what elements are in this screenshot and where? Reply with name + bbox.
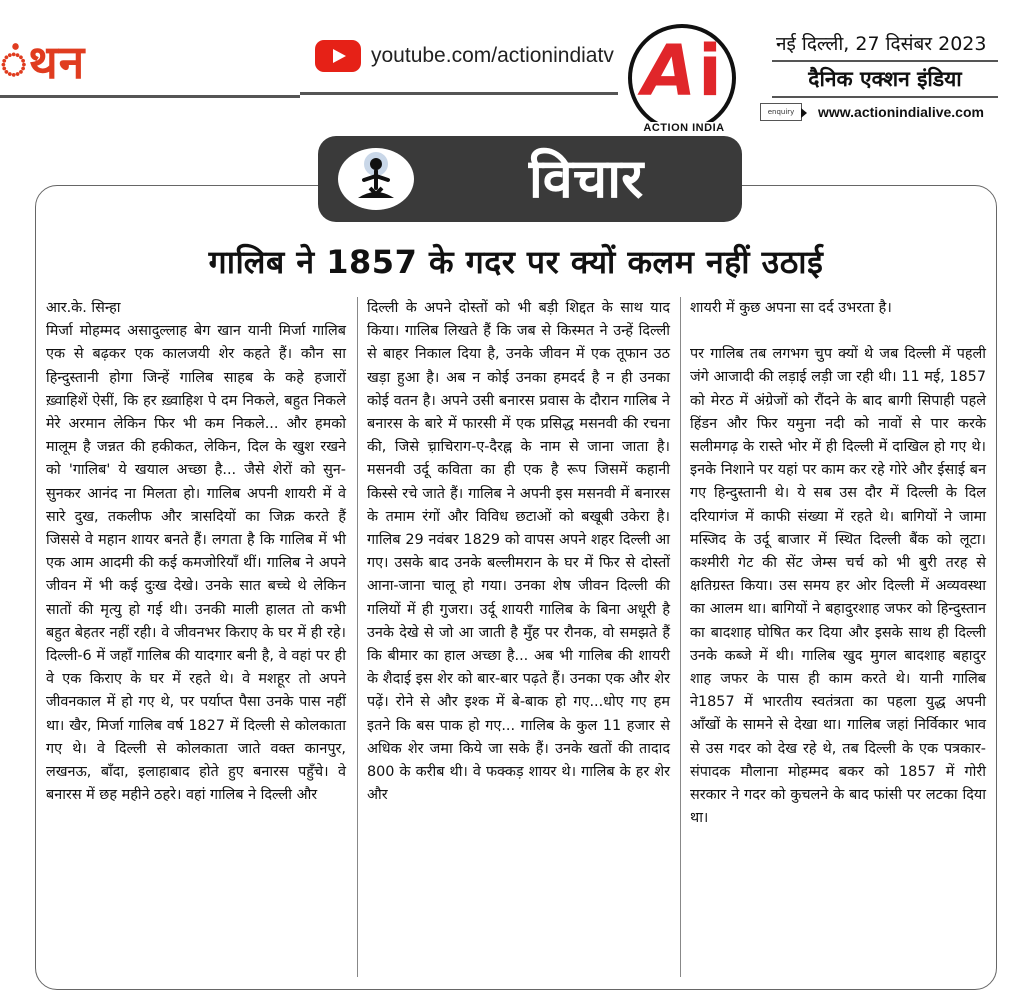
- byline: आर.के. सिन्हा: [46, 300, 121, 316]
- article-column-3: [690, 297, 986, 830]
- article-column-2: [367, 297, 670, 807]
- masthead-title: ंथन: [0, 35, 86, 89]
- paragraph: शायरी में कुछ अपना सा दर्द उभरता है।: [690, 300, 892, 316]
- dateline: नई दिल्ली, 27 दिसंबर 2023: [776, 33, 987, 55]
- logo-caption: ACTION INDIA: [630, 122, 738, 134]
- column-divider: [680, 297, 681, 977]
- masthead-rule: [0, 95, 300, 98]
- article-headline: गालिब ने 1857 के गदर पर क्यों कलम नहीं उठाई: [208, 243, 824, 281]
- paragraph: पर गालिब तब लगभग चुप क्यों थे जब दिल्ली में पहली जंगे आजादी की लड़ाई लड़ी जा रही थी। 11 मई, 1857 को मेरठ में अंग्रेजों को रौंदने के बाद बागी सिपाही पहले हिंडन और फिर यमुना नदी को नावों से पार करके सलीमगढ़ के रास्ते भोर में ही दिल्ली में दाखिल हो गए थे। इनके निशाने पर यहां पर काम कर रहे गोरे और ईसाई बन गए हिन्दुस्तानी थे। ये सब उस दौर में दिल्ली के दिल दरियागंज में काफी संख्या में रहते थे। बागियों ने जामा मस्जिद के उर्दू बाजार में स्थित दिल्ली बैंक को लूटा। कश्मीरी गेट की सेंट जेम्स चर्च को भी बुरी तरह से क्षतिग्रस्त किया। उस समय हर ओर दिल्ली में अव्यवस्था का आलम था। बागियों ने बहादुरशाह जफर को हिन्दुस्तान का बादशाह घोषित कर दिया और इसके साथ ही दिल्ली उनके कब्जे में थी। गालिब खुद मुगल बादशाह बहादुर शाह जफर के पास ही काम करते थे। यानी गालिब ने1857 में भारतीय स्वतंत्रता का पहला युद्ध अपनी आँखों के सामने से देखा था। गालिब जहां निर्विकार भाव से उस गदर को देख रहे थे, तब दिल्ली के एक पत्रकार- संपादक मौलाना मोहम्मद बकर को 1857 में गोरी सरकार ने गदर को कुचलने के बाद फांसी पर लटका दिया था।: [690, 346, 986, 827]
- action-india-logo: A i ACTION INDIA: [626, 24, 742, 132]
- youtube-url: youtube.com/actionindiatv: [371, 44, 614, 67]
- section-label: विचार: [528, 147, 644, 210]
- meditation-icon: [338, 148, 414, 210]
- paragraph: मिर्जा मोहम्मद असादुल्लाह बेग खान यानी मिर्जा गालिब एक से बढ़कर एक कालजयी शेर कहते हैं। कौन सा हिन्दुस्तानी होगा जिन्हें गालिब साहब के कहे हजारों ख़्वाहिशें ऐसीं, कि हर ख़्वाहिश पे दम निकले, बहुत निकले मेरे अरमान लेकिन फिर भी कम निकले... और हमको मालूम है जन्नत की हकीकत, लेकिन, दिल के खुश रखने को 'गालिब' ये खयाल अच्छा है... जैसे शेरों को सुन-सुनकर आनंद ना मिलता हो। गालिब अपनी शायरी में वे सारे दुख, तकलीफ और त्रासदियों का जिक्र करते हैं जिससे वे महान शायर बनते हैं। लगता है कि गालिब में भी एक आम आदमी की कई कमजोरियाँ थीं। गालिब ने अपने जीवन में भी कई दुःख देखे। उनके सात बच्चे थे लेकिन सातों की मृत्यु हो गई थी। उनकी माली हालत तो कभी बहुत बेहतर नहीं रही। वे जीवनभर किराए के घर में ही रहे। दिल्ली-6 में जहाँ गालिब की यादगार बनी है, वे वहां पर ही वे एक किराए के घर में रहते थे। वे मशहूर तो अपने जीवनकाल में हो गए थे, पर पर्याप्त पैसा उनके पास नहीं था। खैर, मिर्जा गालिब वर्ष 1827 में दिल्ली से कोलकाता गए थे। वे दिल्ली से कोलकाता जाते वक्त कानपुर, लखनऊ, बाँदा, इलाहाबाद होते हुए बनारस पहुँचे। वे बनारस में छह महीने ठहरे। वहां गालिब ने दिल्ली और: [46, 323, 346, 804]
- web-cursor-icon: enquiry: [760, 103, 802, 121]
- article-column-1: [46, 297, 346, 807]
- paragraph: दिल्ली के अपने दोस्तों को भी बड़ी शिद्दत के साथ याद किया। गालिब लिखते हैं कि जब से किस्मत ने उन्हें दिल्ली से बाहर निकाल दिया है, उनके जीवन में एक तूफान उठ खड़ा हुआ है। अब न कोई उनका हमदर्द है न ही उनका कोई वतन है। अपने उसी बनारस प्रवास के दौरान गालिब ने बनारस के बारे में फारसी में एक प्रसिद्ध मसनवी की रचना की, जिसे च़्राचिराग-ए-दैरह्न के नाम से जाना जाता है। मसनवी उर्दू कविता का ही एक है रूप जिसमें कहानी किस्से रचे जाते हैं। गालिब ने अपनी इस मसनवी में बनारस के तमाम रंगों और विविध छटाओं को बखूबी उकेरा है। गालिब 29 नवंबर 1829 को वापस अपने शहर दिल्ली आ गए। उसके बाद उनके बल्लीमरान के घर में फिर से दोस्तों आना-जाना चालू हो गया। उनका शेष जीवन दिल्ली की गलियों में ही गुजरा। उर्दू शायरी गालिब के बिना अधूरी है उनके देखे से जो आ जाती है मुँह पर रौनक, वो समझते हैं कि बीमार का हाल अच्छा है... अब भी गालिब की शायरी के शैदाई इस शेर को बार-बार पढ़ते हैं। उनका एक और शेर पढ़ें। रोने से और इश्क में बे-बाक हो गए...धोए गए हम इतने कि बस पाक हो गए... गालिब के कुल 11 हजार से अधिक शेर जमा किये जा सके हैं। उनके खतों की तादाद 800 के करीब थी। वे फक्कड़ शायर थे। गालिब के हर शेर और: [367, 300, 670, 804]
- website-url: www.actionindialive.com: [818, 104, 984, 120]
- youtube-link[interactable]: [315, 40, 614, 72]
- column-divider: [357, 297, 358, 977]
- website-link[interactable]: [760, 103, 984, 121]
- paper-name: दैनिक एक्शन इंडिया: [772, 60, 998, 98]
- masthead-rule-center: [300, 92, 618, 95]
- youtube-icon: [315, 40, 361, 72]
